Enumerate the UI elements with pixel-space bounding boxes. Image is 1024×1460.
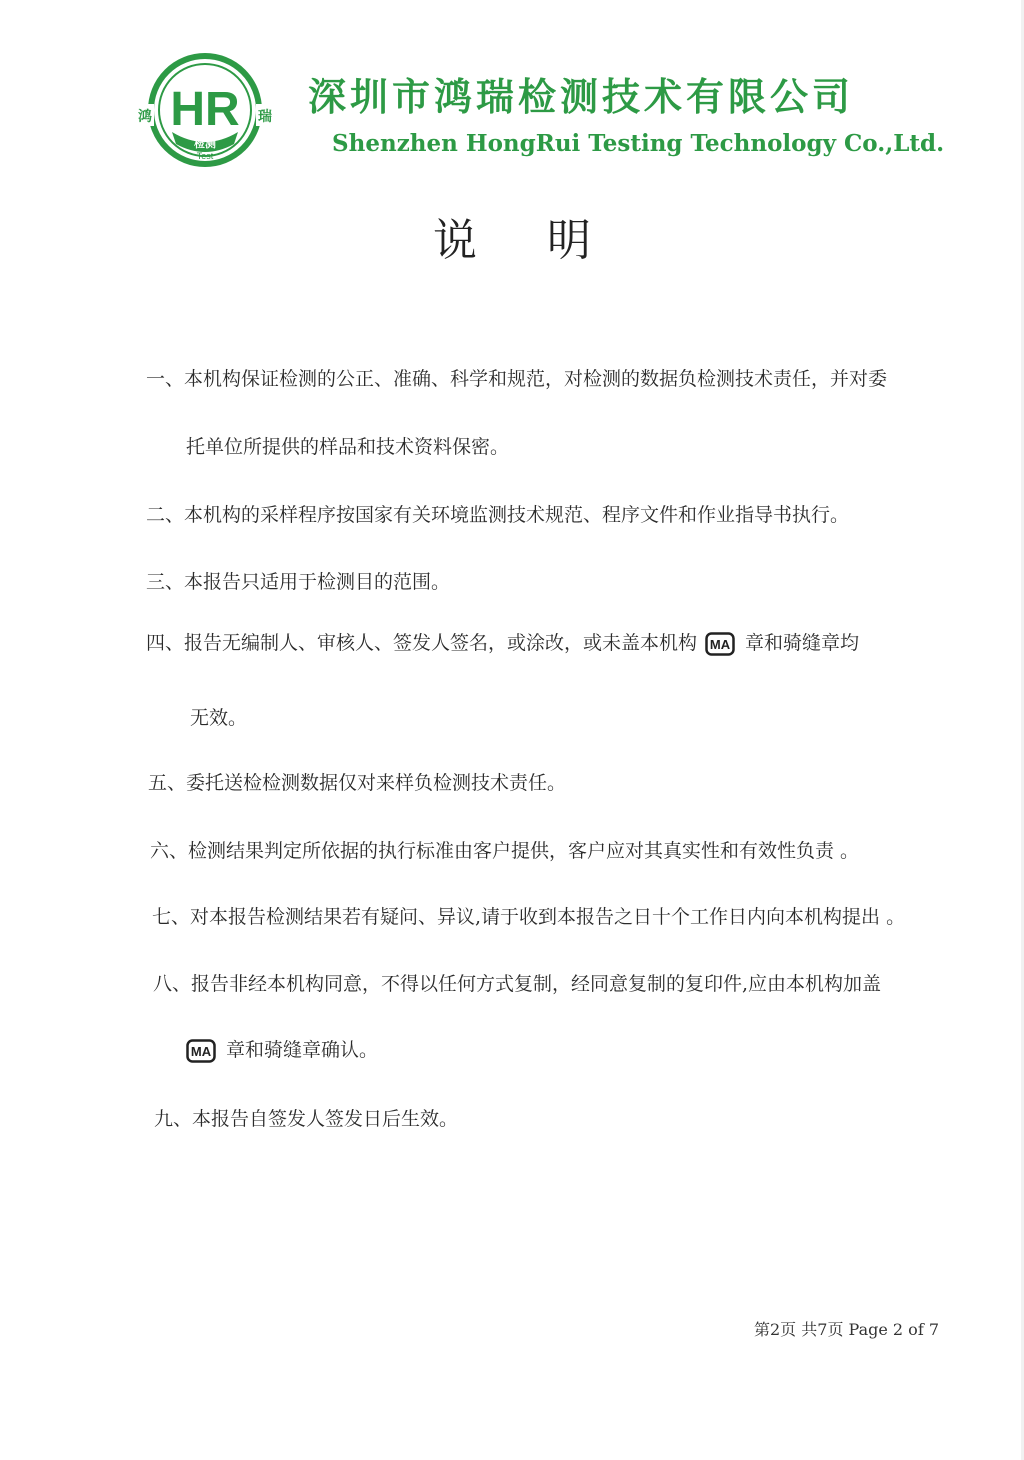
clause-8-text: 章和骑缝章确认。 — [226, 1039, 379, 1061]
hr-logo-icon — [134, 52, 276, 172]
logo-letters: HR — [170, 83, 240, 136]
clause-2: 二、本机构的采样程序按国家有关环境监测技术规范、程序文件和作业指导书执行。 — [146, 504, 850, 526]
company-name-cn: 深圳市鸿瑞检测技术有限公司 — [308, 75, 855, 119]
clause-1-line-2: 托单位所提供的样品和技术资料保密。 — [186, 436, 510, 458]
cma-seal-text: MA — [190, 1044, 212, 1059]
logo-right-char: 瑞 — [258, 109, 272, 125]
clause-3: 三、本报告只适用于检测目的范围。 — [146, 571, 451, 593]
clause-8-line-2 — [186, 1035, 378, 1063]
clause-5: 五、委托送检检测数据仅对来样负检测技术责任。 — [148, 772, 567, 794]
clause-7: 七、对本报告检测结果若有疑问、异议,请于收到本报告之日十个工作日内向本机构提出 。 — [152, 906, 906, 928]
cma-seal-icon — [705, 632, 735, 656]
logo-sub-cn: 检测 — [194, 137, 216, 150]
clause-4-text-a: 四、报告无编制人、审核人、签发人签名，或涂改，或未盖本机构 — [146, 632, 698, 654]
clause-4-text-b: 章和骑缝章均 — [745, 632, 860, 654]
logo-sub-en: Test — [196, 151, 214, 161]
logo-left-char: 鸿 — [138, 109, 152, 125]
clause-9: 九、本报告自签发人签发日后生效。 — [154, 1108, 459, 1130]
page-title: 说明 — [433, 215, 661, 266]
clause-6: 六、检测结果判定所依据的执行标准由客户提供，客户应对其真实性和有效性负责 。 — [150, 840, 860, 862]
cma-seal-icon — [186, 1039, 216, 1063]
cma-seal-text: MA — [709, 637, 731, 652]
clause-8-line-1: 八、报告非经本机构同意，不得以任何方式复制，经同意复制的复印件,应由本机构加盖 — [153, 973, 882, 995]
clause-1-line-1: 一、本机构保证检测的公正、准确、科学和规范，对检测的数据负检测技术责任，并对委 — [146, 368, 888, 390]
clause-4-line-2: 无效。 — [190, 707, 248, 729]
clause-4-line-1 — [146, 628, 859, 656]
company-name-en: Shenzhen HongRui Testing Technology Co.,Ltd. — [332, 130, 945, 157]
page-number: 第2页 共7页 Page 2 of 7 — [754, 1320, 940, 1339]
